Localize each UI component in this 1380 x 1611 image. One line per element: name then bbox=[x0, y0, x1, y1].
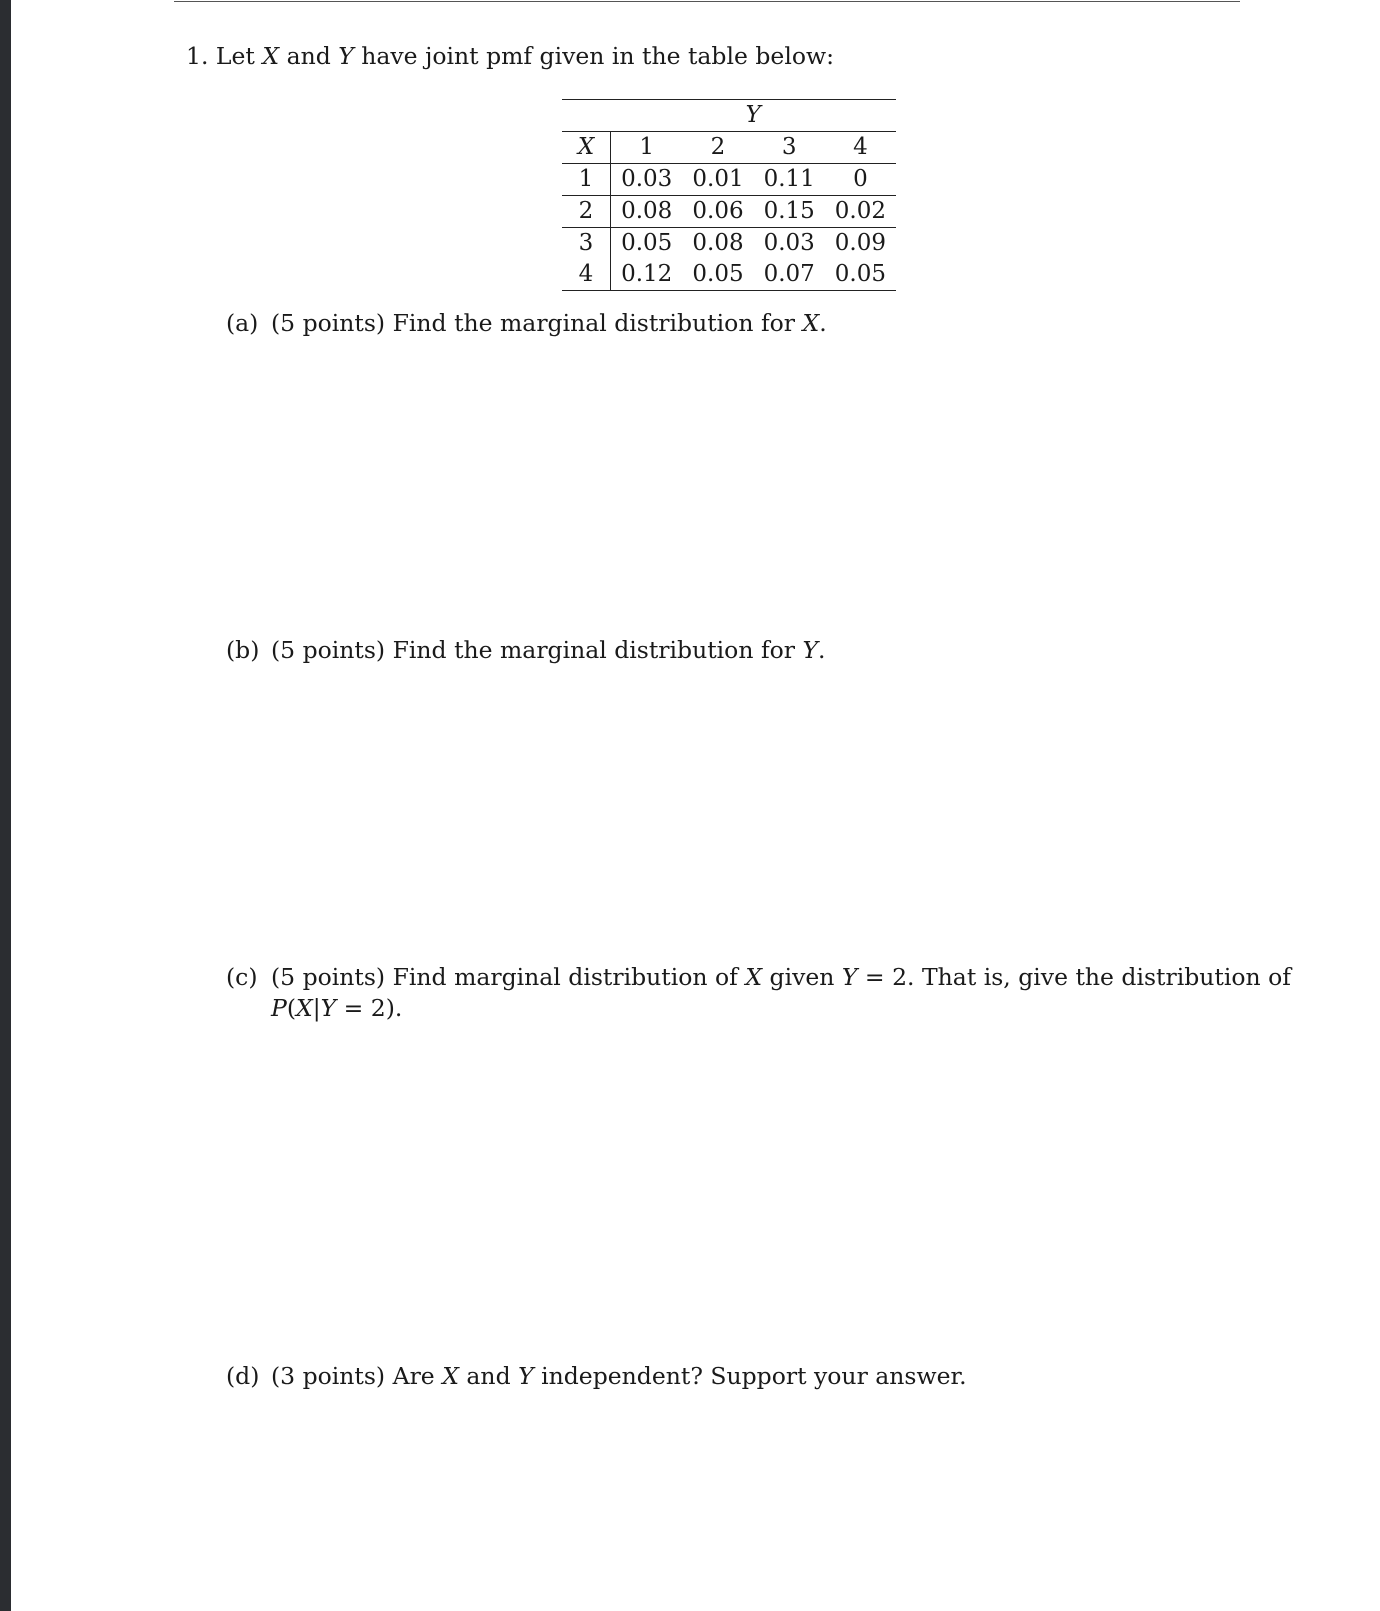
table-cell: 0.07 bbox=[754, 259, 825, 291]
var-y: Y bbox=[320, 994, 337, 1022]
equation: = 2). bbox=[336, 994, 403, 1022]
part-text: Find the marginal distribution for bbox=[392, 309, 796, 337]
table-cell: 0.02 bbox=[825, 196, 896, 228]
row-label: 3 bbox=[562, 228, 611, 260]
part-text: and bbox=[466, 1362, 511, 1390]
points: (5 points) bbox=[271, 963, 386, 991]
var-y: Y bbox=[518, 1362, 534, 1390]
table-header-row bbox=[562, 132, 896, 164]
part-d bbox=[226, 1362, 967, 1390]
row-label: 4 bbox=[562, 259, 611, 291]
part-b bbox=[226, 636, 826, 664]
table-cell: 0.09 bbox=[834, 230, 886, 256]
table-cell: 0.03 bbox=[611, 164, 683, 196]
part-label: (b) bbox=[226, 636, 260, 664]
var-x: X bbox=[295, 994, 313, 1022]
row-label: 2 bbox=[562, 196, 611, 228]
part-text: given bbox=[769, 963, 835, 991]
part-text: independent? Support your answer. bbox=[541, 1362, 967, 1390]
var-y: Y bbox=[841, 963, 858, 991]
part-a bbox=[226, 309, 827, 337]
part-c-expression bbox=[271, 994, 402, 1022]
intro-text: Let bbox=[215, 42, 255, 70]
col-header: 1 bbox=[611, 132, 683, 164]
var-y: Y bbox=[802, 636, 819, 664]
table-cell: 0.05 bbox=[825, 259, 896, 291]
page-top-rule bbox=[174, 1, 1240, 2]
viewer-left-edge bbox=[0, 0, 11, 1611]
table-cell: 0.08 bbox=[692, 230, 744, 256]
var-x: X bbox=[262, 42, 280, 70]
col-var-label: Y bbox=[611, 100, 897, 132]
part-text: Are bbox=[392, 1362, 435, 1390]
part-label: (d) bbox=[226, 1362, 260, 1390]
var-x: X bbox=[802, 309, 820, 337]
part-text: Find the marginal distribution for bbox=[392, 636, 796, 664]
part-label: (a) bbox=[226, 309, 259, 337]
table-cell: 0.01 bbox=[682, 164, 753, 196]
part-c bbox=[226, 963, 1291, 991]
intro-text: and bbox=[286, 42, 331, 70]
prob-p: P bbox=[271, 994, 287, 1022]
points: (5 points) bbox=[271, 636, 386, 664]
col-header: 2 bbox=[682, 132, 753, 164]
table-cell: 0.03 bbox=[763, 230, 815, 256]
table-cell: 0 bbox=[825, 164, 896, 196]
table-cell: 0.12 bbox=[611, 259, 683, 291]
table-row bbox=[562, 196, 896, 228]
points: (3 points) bbox=[271, 1362, 386, 1390]
period: . bbox=[818, 636, 826, 664]
intro-text: have joint pmf given in the table below: bbox=[361, 42, 835, 70]
col-header: 4 bbox=[825, 132, 896, 164]
question-1-intro bbox=[186, 42, 834, 70]
equation: = 2. bbox=[864, 963, 915, 991]
joint-pmf-table bbox=[562, 99, 896, 291]
col-header: 3 bbox=[754, 132, 825, 164]
table-row bbox=[562, 164, 896, 196]
row-var-label: X bbox=[562, 132, 611, 164]
table-cell: 0.05 bbox=[682, 259, 753, 291]
period: . bbox=[819, 309, 827, 337]
table-cell: 0.05 bbox=[621, 230, 673, 256]
points: (5 points) bbox=[271, 309, 386, 337]
var-x: X bbox=[442, 1362, 459, 1390]
table-header-var-row bbox=[562, 100, 896, 132]
var-y: Y bbox=[338, 42, 354, 70]
table-cell: 0.06 bbox=[682, 196, 753, 228]
table-cell: 0.11 bbox=[754, 164, 825, 196]
part-text: That is, give the distribution of bbox=[922, 963, 1291, 991]
part-text: Find marginal distribution of bbox=[392, 963, 738, 991]
table-row bbox=[562, 259, 896, 291]
paren: ( bbox=[286, 994, 296, 1022]
var-x: X bbox=[745, 963, 763, 991]
row-label: 1 bbox=[562, 164, 611, 196]
given-bar: | bbox=[312, 994, 321, 1022]
table-cell: 0.08 bbox=[611, 196, 683, 228]
part-label: (c) bbox=[226, 963, 258, 991]
table-row bbox=[562, 228, 896, 260]
table-cell: 0.15 bbox=[754, 196, 825, 228]
question-number: 1. bbox=[186, 42, 209, 70]
